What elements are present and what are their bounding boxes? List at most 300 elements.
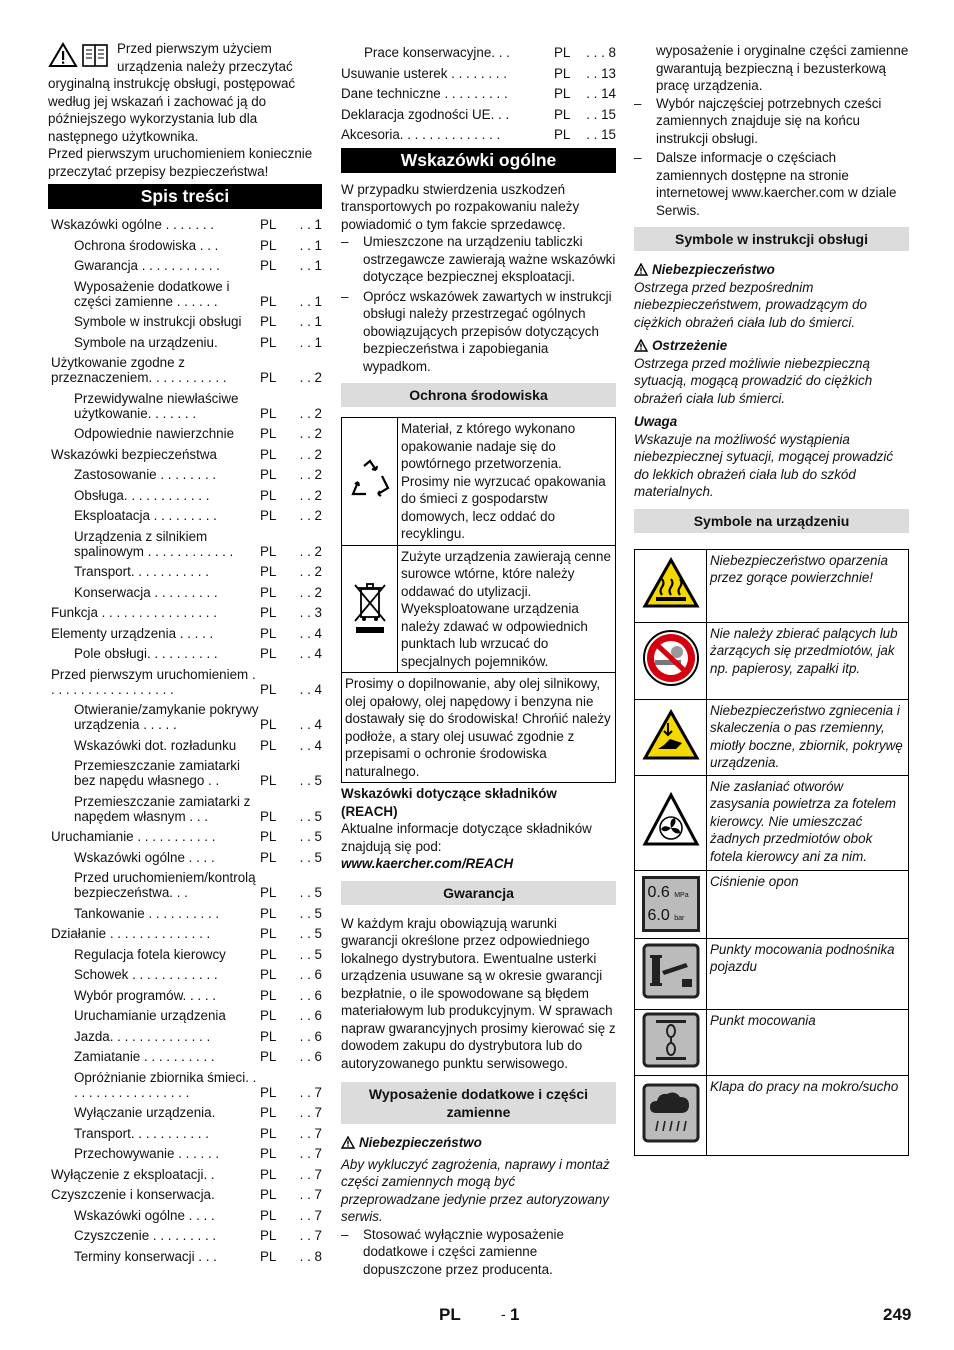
toc-entry-page: . . 3 bbox=[299, 605, 322, 620]
toc-entry-leader: . . . . . . . . . . bbox=[146, 646, 218, 661]
toc-entry[interactable] bbox=[341, 66, 616, 81]
toc-entry-leader: . . . . . . . bbox=[147, 405, 197, 421]
footer-page-sep: - bbox=[501, 1306, 506, 1322]
crossed-bin-icon bbox=[350, 579, 390, 635]
toc-entry-label bbox=[51, 829, 260, 844]
toc-entry[interactable] bbox=[51, 1105, 322, 1120]
general-bullets bbox=[341, 233, 616, 375]
toc-entry-title: Eksploatacja bbox=[74, 508, 150, 523]
toc-entry[interactable] bbox=[51, 1029, 322, 1044]
toc-entry-title: Użytkowanie zgodne z przeznaczeniem bbox=[51, 355, 185, 385]
toc-entry-lang: PL bbox=[260, 1207, 277, 1223]
toc-entry-page: . . 5 bbox=[299, 808, 322, 824]
toc-entry-leader: . . . . . . . . . . . . bbox=[128, 967, 218, 982]
toc-entry-title: Prace konserwacyjne bbox=[364, 45, 492, 60]
toc-entry[interactable] bbox=[51, 1126, 322, 1141]
pressure-mpa-value: 0.6 bbox=[647, 884, 670, 901]
toc-entry-page: . . 5 bbox=[299, 829, 322, 844]
toc-entry-label bbox=[51, 467, 260, 482]
toc-entry-title: Gwarancja bbox=[74, 258, 139, 273]
toc-entry-leader: . . . . . . . . . . . bbox=[130, 564, 209, 579]
reach-text: Aktualne informacje dotyczące składników znajdują się pod: bbox=[341, 821, 592, 854]
toc-entry-lang: PL bbox=[260, 946, 277, 962]
toc-entry[interactable] bbox=[51, 967, 322, 982]
toc-entry[interactable] bbox=[51, 279, 322, 309]
toc-entry-page: . . 5 bbox=[299, 946, 322, 962]
toc-entry-page: . . 4 bbox=[299, 737, 322, 753]
symbol-description: Punkty mocowania podnośnika pojazdu bbox=[707, 938, 909, 1009]
toc-entry-leader: . . . . . . . . bbox=[447, 65, 507, 81]
toc-entry-page: . . 4 bbox=[299, 681, 322, 697]
toc-entry-label bbox=[51, 314, 260, 329]
toc-entry-title: Zastosowanie bbox=[74, 467, 157, 482]
toc-entry-leader: . . . . . . . . . . . bbox=[133, 829, 216, 844]
symbol-description: Niebezpieczeństwo zgniecenia i skaleczenia o pas rzemienny, miotły boczne, zbiornik, pokrywę urządzenia. bbox=[707, 699, 909, 775]
toc-entry[interactable] bbox=[51, 238, 322, 253]
toc-entry-page: . . 5 bbox=[299, 926, 322, 941]
toc-entry[interactable] bbox=[51, 906, 322, 921]
toc-entry-leader: . . . . . . . . . . . . . . bbox=[399, 127, 501, 142]
general-bullet: – Umieszczone na urządzeniu tabliczki ostrzegawcze zawierają ważne wskazówki dotyczące bezpiecznej eksploatacji. bbox=[341, 233, 616, 286]
toc-entry-title: Transport bbox=[74, 564, 131, 579]
toc-entry-title: Uruchamianie bbox=[51, 829, 134, 844]
toc-entry-leader: . . . bbox=[491, 45, 510, 60]
toc-entry-title: Funkcja bbox=[51, 605, 98, 620]
toc-entry-lang: PL bbox=[260, 885, 277, 900]
toc-entry-leader: . . . . . . . . bbox=[156, 467, 217, 482]
danger-label: Niebezpieczeństwo bbox=[359, 1135, 482, 1150]
toc-entry-lang: PL bbox=[260, 646, 277, 661]
crush-hazard-icon bbox=[642, 709, 700, 761]
toc-entry-lang: PL bbox=[260, 426, 277, 441]
toc-entry[interactable] bbox=[51, 738, 322, 753]
accessories-bullets bbox=[341, 1226, 616, 1278]
no-burning-objects-icon bbox=[641, 628, 701, 688]
toc-entry-page: . . 7 bbox=[299, 1166, 322, 1182]
toc-entry-title: Obsługa bbox=[74, 487, 124, 503]
toc-entry[interactable] bbox=[51, 947, 322, 962]
toc-entry-label bbox=[51, 906, 260, 921]
toc-entry-title: Terminy konserwacji bbox=[74, 1248, 195, 1264]
recycle-icon bbox=[348, 458, 392, 500]
toc-entry[interactable] bbox=[341, 86, 616, 101]
manual-symbols-title: Symbole w instrukcji obsługi bbox=[634, 227, 909, 251]
toc-entry-page: . . 13 bbox=[586, 65, 616, 81]
toc-entry[interactable] bbox=[51, 585, 322, 600]
jack-point-icon-cell bbox=[635, 938, 707, 1009]
symbol-description: Ciśnienie opon bbox=[707, 870, 909, 938]
toc-entry[interactable] bbox=[341, 127, 616, 142]
toc-entry-page: . . 6 bbox=[299, 987, 322, 1003]
toc-entry-leader: . . . . . . . . . . . bbox=[138, 258, 220, 273]
toc-entry-lang: PL bbox=[260, 217, 277, 232]
toc-entry-label bbox=[51, 1228, 260, 1243]
toc-entry-leader: . . . . . . . . . . . . . . . . . . bbox=[74, 1069, 257, 1100]
toc-entry-leader: . . . bbox=[185, 808, 208, 824]
hot-surface-icon bbox=[642, 557, 700, 609]
accessories-bullets-more bbox=[634, 95, 909, 220]
toc-entry-leader: . . . . . . . bbox=[161, 217, 214, 232]
intro-text: Przed pierwszym użyciem urządzenia należy przeczytać oryginalną instrukcję obsługi, postępować według jej wskazań i zachować ją do późniejszego wykorzystania lub dla następnego użytkownika. bbox=[48, 41, 296, 144]
toc-entry[interactable] bbox=[51, 335, 322, 350]
environment-title: Ochrona środowiska bbox=[341, 383, 616, 407]
toc-entry-leader: . . . . . . bbox=[174, 1146, 220, 1161]
accessories-bullet: – Stosować wyłącznie wyposażenie dodatkowe i części zamienne dopuszczone przez producenta. bbox=[341, 1226, 616, 1278]
toc-entry-lang: PL bbox=[260, 681, 277, 697]
toc-entry-title: Przed uruchomieniem/kontrolą bezpieczeństwa bbox=[74, 870, 256, 900]
toc-entry-lang: PL bbox=[260, 849, 277, 865]
toc-entry[interactable] bbox=[51, 447, 322, 462]
toc-entry-title: Urządzenia z silnikiem spalinowym bbox=[74, 528, 208, 559]
toc-entry-leader: . . . . . . . . . . . . . . bbox=[106, 926, 211, 941]
toc-entry-lang: PL bbox=[260, 314, 277, 329]
toc-entry-leader: . . . . . . . . . . . bbox=[130, 1125, 209, 1141]
toc-entry[interactable] bbox=[51, 355, 322, 385]
toc-entry-lang: PL bbox=[260, 258, 277, 273]
toc-entry-leader: . . . . . bbox=[176, 625, 214, 641]
toc-entry-page: . . 6 bbox=[299, 967, 322, 982]
toc-entry-title: Przewidywalne niewłaściwe użytkowanie bbox=[74, 390, 239, 421]
toc-entry-label bbox=[51, 1029, 260, 1044]
toc-entry[interactable] bbox=[51, 1008, 322, 1023]
toc-entry[interactable] bbox=[51, 870, 322, 900]
toc-entry[interactable] bbox=[51, 605, 322, 620]
toc-entry-label bbox=[51, 926, 260, 941]
toc-entry-leader: . . . . . . . . . . . bbox=[148, 370, 227, 385]
weee-text: Zużyte urządzenia zawierają cenne surowce wtórne, które należy oddawać do utylizacji. Wyeksploatowane urządzenia należy zdawać w odpowiednich punktach lub wrzucać do specjalnych pojemników. bbox=[398, 545, 616, 673]
toc-entry[interactable] bbox=[51, 467, 322, 482]
toc-entry-title: Konserwacja bbox=[74, 584, 151, 600]
toc-entry-title: Przemieszczanie zamiatarki z napędem własnym bbox=[74, 793, 251, 824]
toc-entry-lang: PL bbox=[260, 584, 277, 600]
danger-heading bbox=[634, 261, 909, 279]
toc-entry-page: . . 2 bbox=[299, 370, 322, 385]
toc-entry-leader: . . . . . . . . . . . . . . bbox=[109, 1028, 211, 1044]
toc-entry-lang: PL bbox=[260, 625, 277, 641]
toc-entry[interactable] bbox=[51, 988, 322, 1003]
toc-entry-lang: PL bbox=[260, 1248, 277, 1264]
tire-pressure-icon-cell bbox=[635, 870, 707, 938]
warning-icon bbox=[48, 42, 78, 68]
toc-entry[interactable] bbox=[51, 488, 322, 503]
toc-entry[interactable] bbox=[51, 794, 322, 824]
toc-entry[interactable] bbox=[341, 45, 616, 60]
warranty-title: Gwarancja bbox=[341, 881, 616, 905]
rain-cloud-icon bbox=[642, 1083, 700, 1143]
symbol-description: Nie należy zbierać palących lub żarzących się przedmiotów, jak np. papierosy, zapałki itp. bbox=[707, 622, 909, 699]
toc-entry-lang: PL bbox=[260, 1228, 277, 1243]
toc-entry-lang: PL bbox=[554, 45, 571, 60]
toc-entry-lang: PL bbox=[260, 605, 277, 620]
symbol-description: Punkt mocowania bbox=[707, 1009, 909, 1075]
toc-entry-title: Wskazówki ogólne bbox=[74, 1207, 185, 1223]
warning-triangle-icon bbox=[634, 263, 648, 276]
toc-entry-label bbox=[51, 967, 260, 982]
column-middle bbox=[341, 40, 616, 1280]
toc-entry-lang: PL bbox=[260, 1166, 277, 1182]
toc-entry-page: . . 6 bbox=[299, 1008, 322, 1023]
toc-entry[interactable] bbox=[51, 314, 322, 329]
toc-entry-page: . . 1 bbox=[299, 217, 322, 232]
toc-entry-title: Wyposażenie dodatkowe i części zamienne bbox=[74, 278, 230, 309]
toc-entry-page: . . . 8 bbox=[586, 45, 616, 60]
device-symbols-table bbox=[634, 549, 909, 1156]
toc-entry-leader: . . . . . . . . . bbox=[440, 86, 508, 101]
toc-entry-page: . . 5 bbox=[299, 849, 322, 865]
toc-entry-page: . . 2 bbox=[299, 564, 322, 579]
toc-entry-label bbox=[51, 585, 260, 600]
toc-entry-page: . . 2 bbox=[299, 508, 322, 523]
toc-entry[interactable] bbox=[51, 564, 322, 579]
toc-entry-label bbox=[51, 1126, 260, 1141]
toc-entry-title: Otwieranie/zamykanie pokrywy urządzenia bbox=[74, 702, 259, 732]
toc-entry-label bbox=[51, 238, 260, 253]
toc-entry-page: . . 7 bbox=[299, 1125, 322, 1141]
toc-entry-title: Tankowanie bbox=[74, 905, 145, 921]
toc-entry-page: . . 8 bbox=[299, 1248, 322, 1264]
toc-entry-lang: PL bbox=[260, 773, 277, 788]
toc-entry-label bbox=[51, 738, 260, 753]
toc-entry-label bbox=[51, 564, 260, 579]
toc-entry-title: Przechowywanie bbox=[74, 1146, 175, 1161]
toc-entry-page: . . 2 bbox=[299, 543, 322, 559]
toc-entry-leader: . . . . . . bbox=[173, 293, 218, 309]
toc-entry-title: Dane techniczne bbox=[341, 86, 441, 101]
toc-entry-title: Wyłączanie urządzenia bbox=[74, 1105, 212, 1120]
toc-entry-title: Deklaracja zgodności UE. bbox=[341, 106, 495, 122]
fan-warning-icon bbox=[642, 792, 700, 848]
jack-point-icon bbox=[642, 943, 700, 999]
general-bullet: – Oprócz wskazówek zawartych w instrukcji obsługi należy przestrzegać ogólnych obowiązujących przepisów dotyczących bezpieczeństwa i zapobiegania wypadkom. bbox=[341, 288, 616, 376]
toc-entry-lang: PL bbox=[260, 905, 277, 921]
toc-entry-leader: . . . . . . . . . . . . . . . . . . bbox=[51, 666, 256, 697]
toc-entry[interactable] bbox=[51, 426, 322, 441]
toc-entry-leader: . . bbox=[203, 1166, 215, 1182]
toc-entry-leader: . . bbox=[204, 773, 220, 788]
device-symbols-title: Symbole na urządzeniu bbox=[634, 509, 909, 533]
toc-entry-label bbox=[51, 646, 260, 661]
toc-entry-leader: . . . bbox=[194, 1248, 217, 1264]
toc-entry-page: . . 2 bbox=[299, 584, 322, 600]
weee-icon-cell bbox=[342, 545, 398, 673]
warranty-text: W każdym kraju obowiązują warunki gwarancji określone przez odpowiedniego lokalnego dystrybutora. Ewentualne usterki urządzenia usuwane są w okresie gwarancji bezpłatnie, o ile spowodowane są błędem materiałowym lub produkcyjnym. W sprawach napraw gwarancyjnych prosimy kierować się z dowodem zakupu do dystrybutora lub do autoryzowanego punktu serwisowego. bbox=[341, 915, 616, 1071]
general-notes-title: Wskazówki ogólne bbox=[341, 148, 616, 173]
toc-entry-page: . . 1 bbox=[299, 334, 322, 350]
toc-entry-title: Ochrona środowiska bbox=[74, 237, 197, 253]
toc-entry[interactable] bbox=[51, 529, 322, 559]
toc-entry[interactable] bbox=[51, 1187, 322, 1202]
intro-block bbox=[48, 40, 322, 180]
wet-dry-flap-icon-cell bbox=[635, 1075, 707, 1155]
toc-entry-lang: PL bbox=[260, 543, 277, 559]
note-text: Wskazuje na możliwość wystąpienia niebezpiecznej sytuacji, mogącej prowadzić do lekkich obrażeń ciała lub do szkód materialnych. bbox=[634, 431, 894, 499]
toc-entry-label bbox=[51, 217, 260, 232]
toc-entry[interactable] bbox=[51, 391, 322, 421]
toc-entry-label bbox=[51, 1187, 260, 1202]
toc-entry-title: Opróżnianie zbiornika śmieci bbox=[74, 1069, 246, 1085]
footer-lang: PL bbox=[439, 1305, 461, 1324]
oil-text: Prosimy o dopilnowanie, aby olej silnikowy, olej opałowy, olej napędowy i benzyna nie dostawały się do środowiska! Chrońić należy podłoże, a stary olej usuwać zgodnie z przepisami o ochronie środowiska naturalnego. bbox=[342, 673, 616, 783]
toc-entry[interactable] bbox=[51, 1049, 322, 1064]
toc-entry-lang: PL bbox=[260, 926, 277, 941]
toc-list-continued bbox=[341, 45, 616, 142]
toc-entry[interactable] bbox=[51, 829, 322, 844]
toc-entry[interactable] bbox=[51, 850, 322, 865]
toc-entry[interactable] bbox=[51, 646, 322, 661]
toc-entry-page: . . 4 bbox=[299, 625, 322, 641]
toc-entry[interactable] bbox=[51, 1228, 322, 1243]
toc-entry-title: Wskazówki bezpieczeństwa bbox=[51, 446, 217, 462]
tie-down-point-icon-cell bbox=[635, 1009, 707, 1075]
note-label: Uwaga bbox=[634, 414, 678, 429]
toc-entry-title: Transport bbox=[74, 1125, 131, 1141]
toc-entry-title: Zamiatanie bbox=[74, 1049, 141, 1064]
toc-entry-page: . . 7 bbox=[299, 1146, 322, 1161]
toc-entry-title: Wskazówki ogólne bbox=[74, 849, 185, 865]
toc-entry[interactable] bbox=[51, 1249, 322, 1264]
toc-entry-page: . . 15 bbox=[586, 127, 616, 142]
toc-list bbox=[48, 217, 322, 1264]
toc-entry-page: . . 15 bbox=[586, 106, 616, 122]
toc-entry-page: . . 4 bbox=[299, 717, 322, 732]
toc-entry-label bbox=[51, 391, 260, 421]
toc-entry-leader: . . . . . . . . . . . . . . . . bbox=[97, 605, 217, 620]
toc-entry-label bbox=[51, 1070, 260, 1100]
toc-entry-label bbox=[51, 529, 260, 559]
toc-entry-page: . . 5 bbox=[299, 905, 322, 921]
toc-entry-page: . . 2 bbox=[299, 487, 322, 503]
accessories-title: Wyposażenie dodatkowe i części zamienne bbox=[341, 1082, 616, 1124]
toc-entry-leader: . . . . . . . . . bbox=[150, 584, 218, 600]
toc-entry-lang: PL bbox=[260, 334, 277, 350]
recycle-icon-cell bbox=[342, 418, 398, 546]
toc-entry-label bbox=[51, 1249, 260, 1264]
toc-entry-lang: PL bbox=[260, 467, 277, 482]
toc-entry-label bbox=[51, 605, 260, 620]
toc-entry-label bbox=[51, 947, 260, 962]
toc-entry-label bbox=[51, 1208, 260, 1223]
toc-entry-title: Jazda bbox=[74, 1028, 110, 1044]
toc-entry-title: Uruchamianie urządzenia bbox=[74, 1008, 226, 1023]
toc-entry-page: . . 7 bbox=[299, 1207, 322, 1223]
toc-entry[interactable] bbox=[51, 702, 322, 732]
toc-entry-label bbox=[51, 850, 260, 865]
toc-entry-leader: . . . . . . . . . . . . bbox=[143, 543, 234, 559]
toc-entry-title: Przemieszczanie zamiatarki bez napędu własnego bbox=[74, 758, 240, 788]
warning-text: Ostrzega przed możliwie niebezpieczną sytuacją, mogącą prowadzić do ciężkich obrażeń ciała lub śmierci. bbox=[634, 355, 873, 406]
toc-entry[interactable] bbox=[51, 667, 322, 697]
toc-entry-lang: PL bbox=[260, 1049, 277, 1064]
symbol-description: Niebezpieczeństwo oparzenia przez gorące powierzchnie! bbox=[707, 549, 909, 622]
toc-entry-label bbox=[51, 1167, 260, 1182]
footer-page-number: 1 bbox=[510, 1305, 520, 1324]
intro-safety-text: Przed pierwszym uruchomieniem koniecznie przeczytać przepisy bezpieczeństwa! bbox=[48, 146, 313, 179]
toc-entry-title: Usuwanie usterek bbox=[341, 65, 448, 81]
toc-entry-label bbox=[51, 279, 260, 309]
toc-entry-title: Działanie bbox=[51, 926, 107, 941]
warning-label: Ostrzeżenie bbox=[652, 338, 728, 353]
toc-entry-leader: . . . bbox=[169, 885, 188, 900]
toc-entry-lang: PL bbox=[260, 487, 277, 503]
toc-entry[interactable] bbox=[51, 926, 322, 941]
toc-entry[interactable] bbox=[51, 1167, 322, 1182]
toc-entry-lang: PL bbox=[260, 293, 277, 309]
toc-entry-title: Regulacja fotela kierowcy bbox=[74, 946, 226, 962]
toc-entry-lang: PL bbox=[260, 405, 277, 421]
toc-entry-label bbox=[51, 447, 260, 462]
pressure-mpa-unit: MPa bbox=[674, 892, 689, 899]
no-burning-objects-icon-cell bbox=[635, 622, 707, 699]
toc-entry[interactable] bbox=[51, 626, 322, 641]
toc-entry-page: . . 7 bbox=[299, 1228, 322, 1243]
toc-entry-label bbox=[51, 426, 260, 441]
toc-entry[interactable] bbox=[51, 258, 322, 273]
toc-entry-label bbox=[51, 488, 260, 503]
toc-entry-page: . . 4 bbox=[299, 646, 322, 661]
toc-entry-page: . . 2 bbox=[299, 467, 322, 482]
toc-entry-page: . . 1 bbox=[299, 314, 322, 329]
toc-entry-label bbox=[341, 45, 554, 60]
toc-entry-label bbox=[51, 1146, 260, 1161]
toc-entry-label bbox=[341, 86, 554, 101]
toc-entry-label bbox=[51, 1105, 260, 1120]
toc-entry-title: Przed pierwszym uruchomieniem bbox=[51, 666, 249, 682]
hot-surface-icon-cell bbox=[635, 549, 707, 622]
toc-entry-leader: . . bbox=[494, 106, 510, 122]
toc-entry[interactable] bbox=[51, 1070, 322, 1100]
recycle-text: Materiał, z którego wykonano opakowanie nadaje się do powtórnego przetworzenia. Prosimy nie wyrzucać opakowania do śmieci z gospodarstw domowych, lecz oddać do recyklingu. bbox=[398, 418, 616, 546]
toc-entry-lang: PL bbox=[260, 829, 277, 844]
toc-entry-label bbox=[51, 988, 260, 1003]
accessories-bullet-continued: wyposażenie i oryginalne części zamienne gwarantują bezpieczną i bezusterkową pracę urządzenia. bbox=[656, 43, 909, 93]
toc-entry-lang: PL bbox=[554, 65, 571, 81]
toc-entry-page: . . 2 bbox=[299, 446, 322, 462]
toc-entry[interactable] bbox=[51, 758, 322, 788]
intro-icons bbox=[48, 42, 109, 68]
toc-entry-label bbox=[51, 626, 260, 641]
toc-entry-leader: . . . . . . . . . bbox=[149, 1228, 217, 1243]
toc-entry-lang: PL bbox=[260, 717, 277, 732]
toc-entry-title: Pole obsługi bbox=[74, 646, 147, 661]
toc-entry-title: Wyłączenie z eksploatacji bbox=[51, 1166, 204, 1182]
toc-entry-lang: PL bbox=[260, 564, 277, 579]
symbol-description: Nie zasłaniać otworów zasysania powietrza za fotelem kierowcy. Nie umieszczać żadnych przedmiotów obok fotela kierowcy ani za nim. bbox=[707, 775, 909, 870]
toc-entry-lang: PL bbox=[260, 508, 277, 523]
toc-entry[interactable] bbox=[51, 508, 322, 523]
toc-entry-title: Symbole w instrukcji obsługi bbox=[74, 314, 242, 329]
toc-entry-label bbox=[51, 702, 260, 732]
column-left bbox=[48, 40, 322, 1269]
toc-entry-title: Akcesoria bbox=[341, 127, 400, 142]
accessories-bullet: – Wybór najczęściej potrzebnych cześci zamiennych znajduje się na końcu instrukcji obsługi. bbox=[634, 95, 909, 148]
toc-entry[interactable] bbox=[51, 217, 322, 232]
toc-entry[interactable] bbox=[341, 107, 616, 122]
toc-entry-label bbox=[341, 66, 554, 81]
reach-link[interactable]: www.kaercher.com/REACH bbox=[341, 856, 514, 871]
toc-entry-leader: . bbox=[211, 1187, 215, 1202]
toc-entry[interactable] bbox=[51, 1208, 322, 1223]
toc-entry-title: Wskazówki ogólne bbox=[51, 217, 162, 232]
toc-entry-label bbox=[51, 758, 260, 788]
toc-entry-page: . . 14 bbox=[586, 86, 616, 101]
toc-entry-title: Symbole na urządzeniu bbox=[74, 334, 214, 350]
toc-entry[interactable] bbox=[51, 1146, 322, 1161]
symbol-description: Klapa do pracy na mokro/sucho bbox=[707, 1075, 909, 1155]
toc-entry-title: Czyszczenie bbox=[74, 1228, 150, 1243]
toc-title: Spis treści bbox=[48, 184, 322, 209]
column-right bbox=[634, 40, 909, 1156]
environment-table bbox=[341, 417, 616, 783]
